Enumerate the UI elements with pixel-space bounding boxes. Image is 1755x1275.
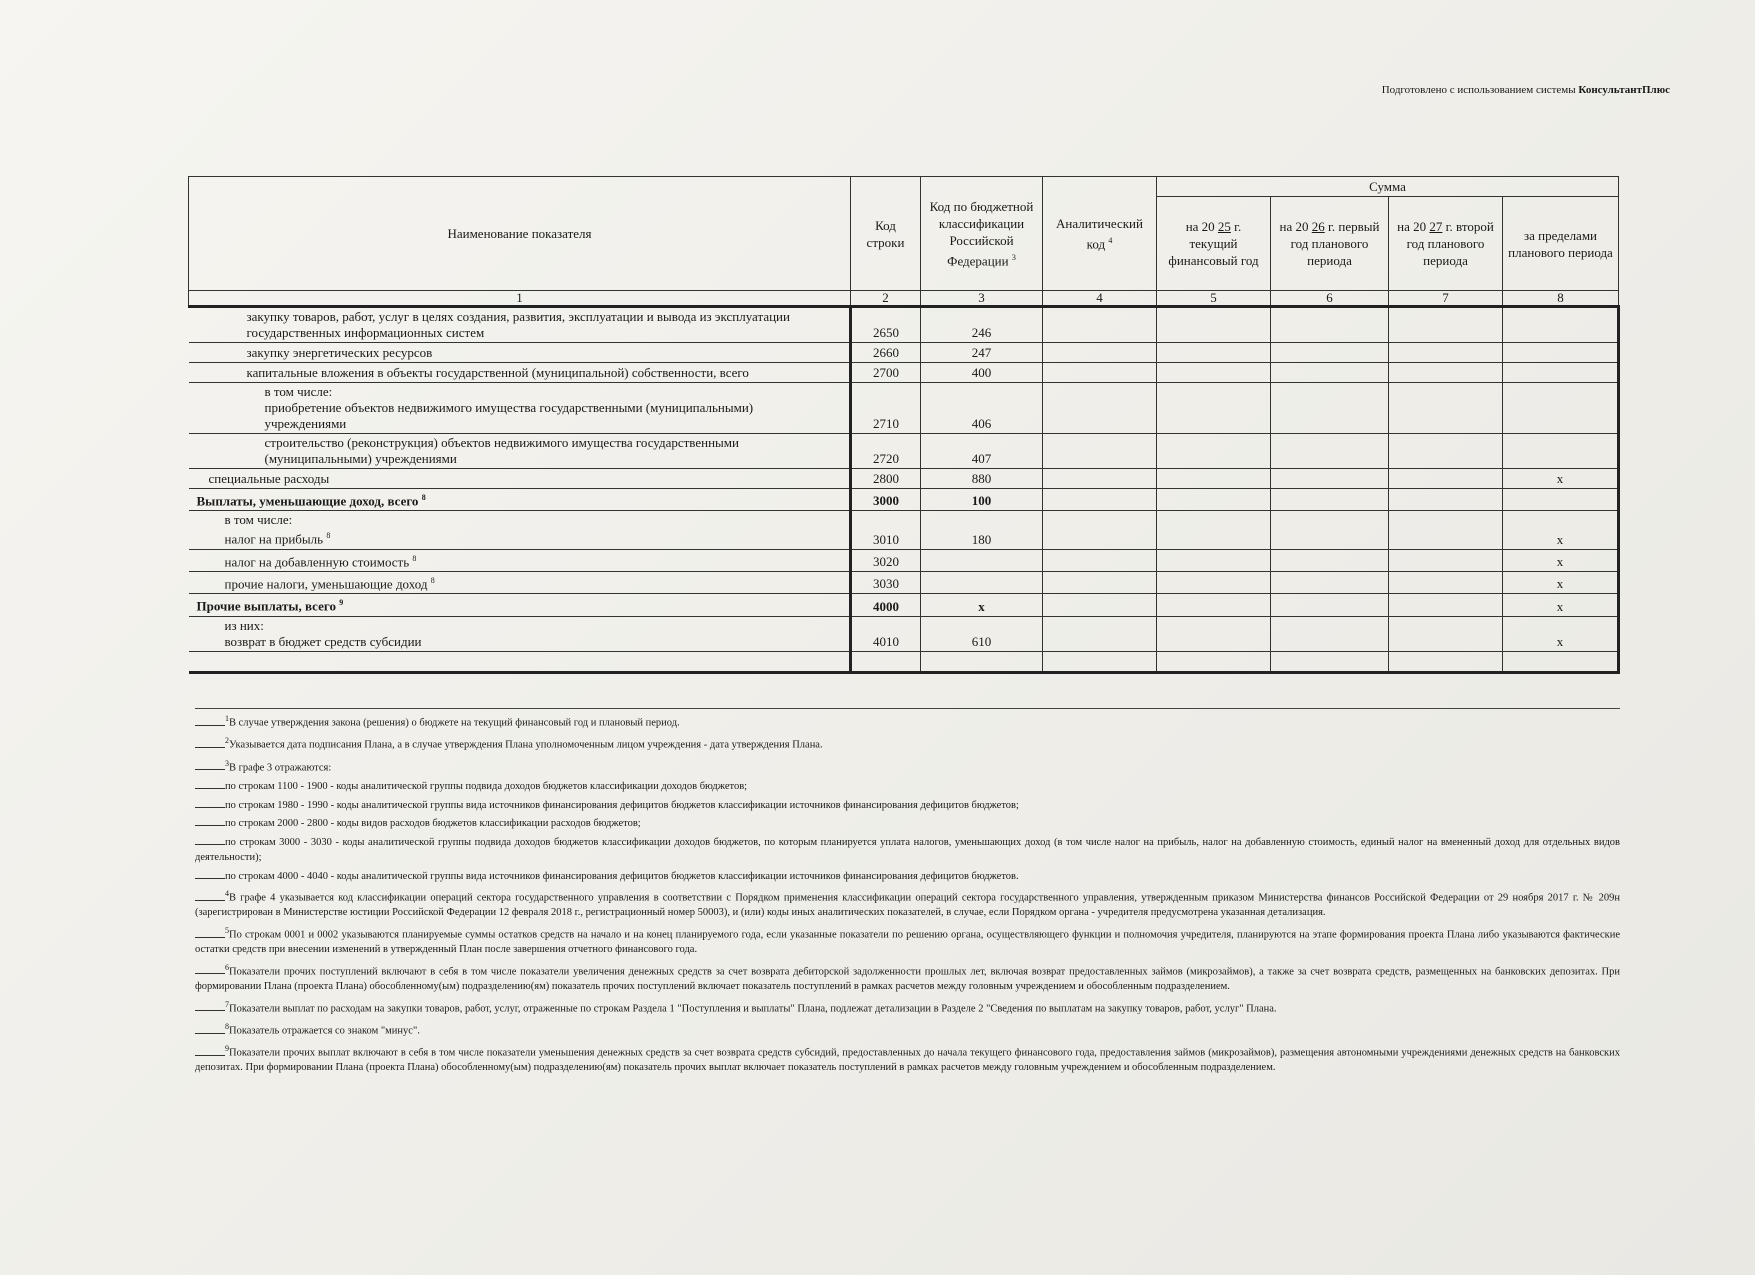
cell-year-1[interactable] bbox=[1157, 363, 1271, 383]
row-name: закупку энергетических ресурсов bbox=[189, 343, 851, 363]
row-kbk bbox=[921, 549, 1043, 571]
cell-analytic[interactable] bbox=[1043, 469, 1157, 489]
cell-analytic[interactable] bbox=[1043, 616, 1157, 651]
cell-beyond[interactable]: х bbox=[1503, 616, 1619, 651]
col-num: 8 bbox=[1503, 291, 1619, 307]
cell-year-2[interactable] bbox=[1271, 616, 1389, 651]
column-numbers-row bbox=[189, 291, 1619, 307]
footnote: по строкам 2000 - 2800 - коды видов расходов бюджетов классификации расходов бюджетов; bbox=[195, 816, 1620, 832]
footnote: $^2$Указывается дата подписания Плана, а в случае утверждения Плана уполномоченным лицом учреждения - дата утверждения Плана. bbox=[195, 734, 1620, 753]
cell-year-3[interactable] bbox=[1389, 363, 1503, 383]
cell-year-3[interactable] bbox=[1389, 651, 1503, 672]
header-analytic-code: Аналитический код $^4$ bbox=[1043, 177, 1157, 291]
row-code: 2650 bbox=[851, 307, 921, 343]
row-code bbox=[851, 651, 921, 672]
row-name: капитальные вложения в объекты государственной (муниципальной) собственности, всего bbox=[189, 363, 851, 383]
row-code: 4000 bbox=[851, 594, 921, 616]
table-row bbox=[189, 489, 1619, 511]
cell-year-2[interactable] bbox=[1271, 651, 1389, 672]
cell-year-1[interactable] bbox=[1157, 616, 1271, 651]
col-num: 1 bbox=[189, 291, 851, 307]
row-kbk bbox=[921, 651, 1043, 672]
cell-year-1[interactable] bbox=[1157, 434, 1271, 469]
footnote: по строкам 3000 - 3030 - коды аналитической группы подвида доходов бюджетов классификации доходов бюджетов, по которым планируется уплата налогов, уменьшающих доход (в том числе налог на прибыль, налог на добавленную стоимость, единый налог на вмененный доход для отдельных видов деятельности); bbox=[195, 837, 1620, 863]
row-kbk: 100 bbox=[921, 489, 1043, 511]
consultant-brand: КонсультантПлюс bbox=[1578, 84, 1670, 96]
cell-year-3[interactable] bbox=[1389, 469, 1503, 489]
table-row-empty bbox=[189, 651, 1619, 672]
row-name: прочие налоги, уменьшающие доход $^8$ bbox=[189, 571, 851, 593]
cell-year-2[interactable] bbox=[1271, 469, 1389, 489]
row-name-text: налог на прибыль bbox=[224, 531, 324, 547]
cell-beyond[interactable]: х bbox=[1503, 549, 1619, 571]
row-code: 2700 bbox=[851, 363, 921, 383]
cell-year-2[interactable] bbox=[1271, 571, 1389, 593]
header-year-2: на 20 26 г. первый год планового периода bbox=[1271, 197, 1389, 291]
cell-year-1[interactable] bbox=[1157, 469, 1271, 489]
cell-year-3[interactable] bbox=[1389, 549, 1503, 571]
row-kbk: 880 bbox=[921, 469, 1043, 489]
row-name: Прочие выплаты, всего $^9$ bbox=[189, 594, 851, 616]
cell-analytic[interactable] bbox=[1043, 343, 1157, 363]
row-name bbox=[189, 651, 851, 672]
col-num: 6 bbox=[1271, 291, 1389, 307]
row-name: налог на добавленную стоимость $^8$ bbox=[189, 549, 851, 571]
row-kbk: 180 bbox=[921, 511, 1043, 549]
cell-beyond[interactable]: х bbox=[1503, 511, 1619, 549]
cell-year-2[interactable] bbox=[1271, 434, 1389, 469]
row-name: Выплаты, уменьшающие доход, всего $^8$ bbox=[189, 489, 851, 511]
plan-table bbox=[188, 176, 1620, 674]
row-kbk: 406 bbox=[921, 383, 1043, 434]
col-num: 3 bbox=[921, 291, 1043, 307]
cell-year-2[interactable] bbox=[1271, 511, 1389, 549]
row-kbk bbox=[921, 571, 1043, 593]
row-code: 3030 bbox=[851, 571, 921, 593]
cell-year-2[interactable] bbox=[1271, 343, 1389, 363]
header-budget-code: Код по бюджетной классификации Российской Федерации $^3$ bbox=[921, 177, 1043, 291]
table-row bbox=[189, 616, 1619, 651]
cell-year-3[interactable] bbox=[1389, 434, 1503, 469]
cell-year-1[interactable] bbox=[1157, 307, 1271, 343]
row-subheading: в том числе: bbox=[264, 384, 333, 399]
table-row bbox=[189, 343, 1619, 363]
cell-analytic[interactable] bbox=[1043, 571, 1157, 593]
col-num: 5 bbox=[1157, 291, 1271, 307]
table-row bbox=[189, 571, 1619, 593]
cell-year-1[interactable] bbox=[1157, 571, 1271, 593]
col-num: 4 bbox=[1043, 291, 1157, 307]
table-row bbox=[189, 383, 1619, 434]
col-num: 7 bbox=[1389, 291, 1503, 307]
row-kbk: 407 bbox=[921, 434, 1043, 469]
cell-beyond[interactable]: х bbox=[1503, 571, 1619, 593]
prepared-text: Подготовлено с использованием системы bbox=[1381, 84, 1579, 96]
cell-year-3[interactable] bbox=[1389, 307, 1503, 343]
footnote: $^9$Показатели прочих выплат включают в себя в том числе показатели уменьшения денежных средств за счет возврата средств субсидий, предоставленных до начала текущего финансового года, предоставления займов (микрозаймов), размещения автономными учреждениями денежных средств на банковских депозитах. При формировании Плана (проекта Плана) обособленному(ым) подразделению(ям) показатель прочих выплат включает показатель поступлений в рамках расчетов между головным учреждением и обособленным подразделением. bbox=[195, 1044, 1620, 1074]
footnote-divider bbox=[195, 708, 1620, 709]
row-subheading: из них: bbox=[224, 617, 264, 633]
cell-year-1[interactable] bbox=[1157, 383, 1271, 434]
footnote: $^1$В случае утверждения закона (решения) о бюджете на текущий финансовый год и плановый период. bbox=[195, 712, 1620, 731]
table-row bbox=[189, 307, 1619, 343]
cell-year-1[interactable] bbox=[1157, 489, 1271, 511]
cell-beyond[interactable] bbox=[1503, 489, 1619, 511]
cell-year-3[interactable] bbox=[1389, 489, 1503, 511]
cell-beyond[interactable] bbox=[1503, 363, 1619, 383]
row-kbk: 247 bbox=[921, 343, 1043, 363]
table-row bbox=[189, 469, 1619, 489]
cell-year-1[interactable] bbox=[1157, 549, 1271, 571]
cell-analytic[interactable] bbox=[1043, 363, 1157, 383]
footnote: $^4$В графе 4 указывается код классификации операций сектора государственного управления в соответствии с Порядком применения классификации операций сектора государственного управления, утвержденным приказом Министерства финансов Российской Федерации от 29 ноября 2017 г. № 209н (зарегистрирован в Министерстве юстиции Российской Федерации 12 февраля 2018 г., регистрационный номер 50003), и (или) коды иных аналитических показателей, в случае, если Порядком органа - учредителя предусмотрена указанная детализация. bbox=[195, 889, 1620, 919]
row-name: в том числе: налог на прибыль $^8$ bbox=[189, 511, 851, 549]
cell-year-3[interactable] bbox=[1389, 594, 1503, 616]
row-code: 4010 bbox=[851, 616, 921, 651]
consultant-header bbox=[1290, 84, 1670, 96]
table-row bbox=[189, 434, 1619, 469]
cell-year-3[interactable] bbox=[1389, 343, 1503, 363]
cell-analytic[interactable] bbox=[1043, 307, 1157, 343]
cell-year-1[interactable] bbox=[1157, 343, 1271, 363]
cell-year-1[interactable] bbox=[1157, 511, 1271, 549]
cell-analytic[interactable] bbox=[1043, 651, 1157, 672]
cell-year-3[interactable] bbox=[1389, 511, 1503, 549]
cell-beyond[interactable] bbox=[1503, 383, 1619, 434]
row-name bbox=[189, 383, 851, 434]
cell-year-1[interactable] bbox=[1157, 594, 1271, 616]
cell-year-1[interactable] bbox=[1157, 651, 1271, 672]
row-code: 2660 bbox=[851, 343, 921, 363]
row-code: 3020 bbox=[851, 549, 921, 571]
cell-analytic[interactable] bbox=[1043, 383, 1157, 434]
row-name bbox=[189, 616, 851, 651]
table-row bbox=[189, 511, 1619, 549]
header-code-row: Код строки bbox=[851, 177, 921, 291]
row-kbk: 610 bbox=[921, 616, 1043, 651]
row-kbk: 246 bbox=[921, 307, 1043, 343]
row-code: 3010 bbox=[851, 511, 921, 549]
footnote: $^8$Показатель отражается со знаком "минус". bbox=[195, 1020, 1620, 1039]
cell-analytic[interactable] bbox=[1043, 549, 1157, 571]
table-row bbox=[189, 363, 1619, 383]
row-name: закупку товаров, работ, услуг в целях создания, развития, эксплуатации и вывода из эксплуатации государственных информационных систем bbox=[189, 307, 851, 343]
footnote: $^3$В графе 3 отражаются: bbox=[195, 757, 1620, 776]
footnote: $^5$По строкам 0001 и 0002 указываются планируемые суммы остатков средств на начало и на конец планируемого года, если указанные показатели по решению органа, осуществляющего функции и полномочия учредителя, планируются на этапе формирования проекта Плана либо указываются фактические остатки средств при внесении изменений в утвержденный План после завершения отчетного финансового года. bbox=[195, 926, 1620, 956]
cell-year-2[interactable] bbox=[1271, 489, 1389, 511]
row-subheading: в том числе: bbox=[224, 512, 293, 528]
col-num: 2 bbox=[851, 291, 921, 307]
cell-year-2[interactable] bbox=[1271, 307, 1389, 343]
header-year-1: на 20 25 г. текущий финансовый год bbox=[1157, 197, 1271, 291]
table-row bbox=[189, 594, 1619, 616]
cell-analytic[interactable] bbox=[1043, 434, 1157, 469]
row-name-text: возврат в бюджет средств субсидии bbox=[224, 633, 422, 649]
table-row bbox=[189, 549, 1619, 571]
cell-year-2[interactable] bbox=[1271, 383, 1389, 434]
cell-analytic[interactable] bbox=[1043, 489, 1157, 511]
cell-beyond[interactable] bbox=[1503, 307, 1619, 343]
cell-beyond[interactable]: х bbox=[1503, 594, 1619, 616]
footnotes bbox=[195, 712, 1620, 1079]
cell-beyond[interactable] bbox=[1503, 651, 1619, 672]
footnote: по строкам 1100 - 1900 - коды аналитической группы подвида доходов бюджетов классификации доходов бюджетов; bbox=[195, 779, 1620, 795]
cell-beyond[interactable] bbox=[1503, 343, 1619, 363]
cell-year-3[interactable] bbox=[1389, 383, 1503, 434]
cell-year-2[interactable] bbox=[1271, 549, 1389, 571]
cell-year-3[interactable] bbox=[1389, 571, 1503, 593]
row-code: 2710 bbox=[851, 383, 921, 434]
cell-analytic[interactable] bbox=[1043, 511, 1157, 549]
cell-year-3[interactable] bbox=[1389, 616, 1503, 651]
row-code: 3000 bbox=[851, 489, 921, 511]
row-code: 2800 bbox=[851, 469, 921, 489]
header-name: Наименование показателя bbox=[189, 177, 851, 291]
row-kbk: х bbox=[921, 594, 1043, 616]
row-code: 2720 bbox=[851, 434, 921, 469]
cell-beyond[interactable]: х bbox=[1503, 469, 1619, 489]
header-sum: Сумма bbox=[1157, 177, 1619, 197]
footnote: по строкам 1980 - 1990 - коды аналитической группы вида источников финансирования дефицитов бюджетов классификации источников финансирования дефицитов бюджетов; bbox=[195, 798, 1620, 814]
row-name: специальные расходы bbox=[189, 469, 851, 489]
cell-beyond[interactable] bbox=[1503, 434, 1619, 469]
row-name: строительство (реконструкция) объектов недвижимого имущества государственными (муниципальными) учреждениями bbox=[189, 434, 851, 469]
cell-year-2[interactable] bbox=[1271, 594, 1389, 616]
footnote: $^7$Показатели выплат по расходам на закупки товаров, работ, услуг, отраженные по строкам Раздела 1 "Поступления и выплаты" Плана, подлежат детализации в Разделе 2 "Сведения по выплатам на закупку товаров, работ, услуг" Плана. bbox=[195, 998, 1620, 1017]
header-year-3: на 20 27 г. второй год планового периода bbox=[1389, 197, 1503, 291]
row-name-text: приобретение объектов недвижимого имущества государственными (муниципальными) учреждениями bbox=[264, 400, 754, 431]
header-beyond: за пределами планового периода bbox=[1503, 197, 1619, 291]
cell-analytic[interactable] bbox=[1043, 594, 1157, 616]
footnote: $^6$Показатели прочих поступлений включают в себя в том числе показатели увеличения денежных средств за счет возврата дебиторской задолженности прошлых лет, включая возврат предоставленных займов (микрозаймов), а также за счет возврата средств, размещенных на банковских депозитах. При формировании Плана (проекта Плана) обособленному(ым) подразделению(ям) показатель прочих поступлений включает показатель поступлений в рамках расчетов между головным учреждением и обособленным подразделением. bbox=[195, 962, 1620, 992]
footnote: по строкам 4000 - 4040 - коды аналитической группы вида источников финансирования дефицитов бюджетов классификации источников финансирования дефицитов бюджетов. bbox=[195, 869, 1620, 885]
cell-year-2[interactable] bbox=[1271, 363, 1389, 383]
row-kbk: 400 bbox=[921, 363, 1043, 383]
